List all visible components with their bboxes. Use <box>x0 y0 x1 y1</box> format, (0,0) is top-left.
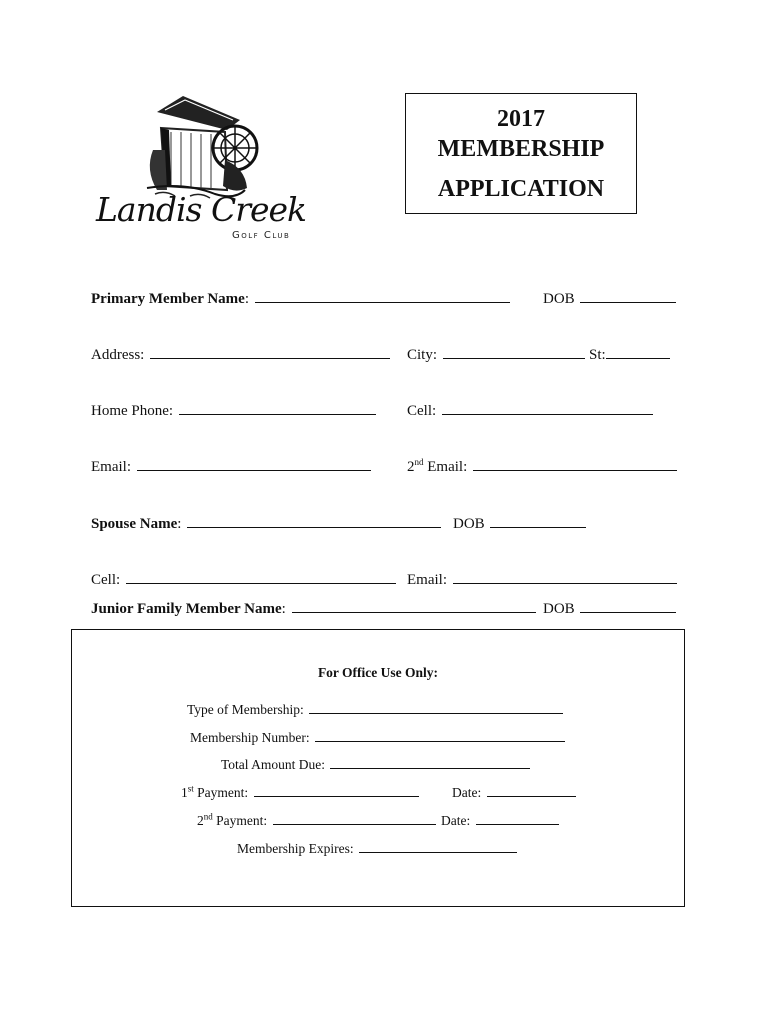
first-date-field[interactable] <box>452 784 576 801</box>
second-email-label: 2nd Email: <box>407 457 468 475</box>
spouse-cell-field[interactable] <box>91 571 396 589</box>
address-field[interactable] <box>91 346 390 364</box>
total-amount-due-field[interactable] <box>221 756 530 773</box>
title-line-1: MEMBERSHIP <box>437 136 605 162</box>
second-date-line[interactable] <box>476 812 559 825</box>
second-payment-line[interactable] <box>273 812 436 825</box>
state-label: St: <box>589 347 606 363</box>
club-subtitle: Golf Club <box>232 230 291 241</box>
office-use-title: For Office Use Only: <box>317 665 439 680</box>
dob-line[interactable] <box>580 290 676 303</box>
state-field[interactable] <box>589 346 670 364</box>
junior-dob-field[interactable] <box>543 600 676 618</box>
spouse-dob-field[interactable] <box>453 515 586 533</box>
type-of-membership-label: Type of Membership: <box>187 702 304 717</box>
primary-member-name-label: Primary Member Name <box>91 291 245 307</box>
type-of-membership-field[interactable] <box>187 701 563 718</box>
spouse-email-field[interactable] <box>407 571 677 589</box>
email-label: Email: <box>91 459 131 475</box>
city-field[interactable] <box>407 346 585 364</box>
junior-dob-line[interactable] <box>580 600 676 613</box>
first-payment-label: 1st Payment: <box>181 783 249 800</box>
spouse-email-label: Email: <box>407 572 447 588</box>
spouse-name-field[interactable]: Spouse Name: <box>91 515 441 533</box>
spouse-name-line[interactable] <box>187 515 441 528</box>
second-date-label: Date: <box>441 813 471 828</box>
membership-number-field[interactable] <box>190 729 565 746</box>
second-payment-label: 2nd Payment: <box>197 811 268 828</box>
cell-label: Cell: <box>407 403 437 419</box>
spouse-dob-label: DOB <box>453 516 485 532</box>
junior-dob-label: DOB <box>543 601 575 617</box>
second-email-field[interactable] <box>407 458 677 476</box>
second-email-line[interactable] <box>473 458 677 471</box>
spouse-cell-line[interactable] <box>126 571 396 584</box>
spouse-name-label: Spouse Name <box>91 516 178 532</box>
cell-field[interactable] <box>407 402 653 420</box>
email-field[interactable] <box>91 458 371 476</box>
junior-member-name-field[interactable]: Junior Family Member Name: <box>91 600 536 618</box>
title-line-2: APPLICATION <box>437 176 605 202</box>
club-name-script: Landis Creek <box>96 190 307 229</box>
total-amount-due-line[interactable] <box>330 756 530 769</box>
cell-line[interactable] <box>442 402 653 415</box>
first-date-label: Date: <box>452 785 482 800</box>
junior-member-name-label: Junior Family Member Name <box>91 601 282 617</box>
first-payment-field[interactable] <box>181 784 419 801</box>
primary-member-name-line[interactable] <box>255 290 510 303</box>
spouse-dob-line[interactable] <box>490 515 586 528</box>
first-payment-line[interactable] <box>254 784 419 797</box>
home-phone-label: Home Phone: <box>91 403 174 419</box>
spouse-cell-label: Cell: <box>91 572 121 588</box>
address-label: Address: <box>91 347 145 363</box>
dob-label: DOB <box>543 291 575 307</box>
dob-field[interactable] <box>543 290 676 308</box>
second-date-field[interactable] <box>441 812 559 829</box>
home-phone-line[interactable] <box>179 402 376 415</box>
title-box <box>405 93 637 214</box>
type-of-membership-line[interactable] <box>309 701 563 714</box>
membership-expires-field[interactable] <box>237 840 517 857</box>
state-line[interactable] <box>606 346 670 359</box>
primary-member-name-field[interactable]: Primary Member Name: <box>91 290 510 308</box>
membership-number-label: Membership Number: <box>190 730 310 745</box>
second-payment-field[interactable] <box>197 812 436 829</box>
membership-expires-label: Membership Expires: <box>237 841 354 856</box>
city-line[interactable] <box>443 346 585 359</box>
junior-member-name-line[interactable] <box>292 600 536 613</box>
spouse-email-line[interactable] <box>453 571 677 584</box>
membership-number-line[interactable] <box>315 729 565 742</box>
title-year: 2017 <box>497 106 545 132</box>
total-amount-due-label: Total Amount Due: <box>221 757 326 772</box>
first-date-line[interactable] <box>487 784 576 797</box>
membership-expires-line[interactable] <box>359 840 517 853</box>
home-phone-field[interactable] <box>91 402 376 420</box>
email-line[interactable] <box>137 458 371 471</box>
address-line[interactable] <box>150 346 390 359</box>
city-label: City: <box>407 347 438 363</box>
